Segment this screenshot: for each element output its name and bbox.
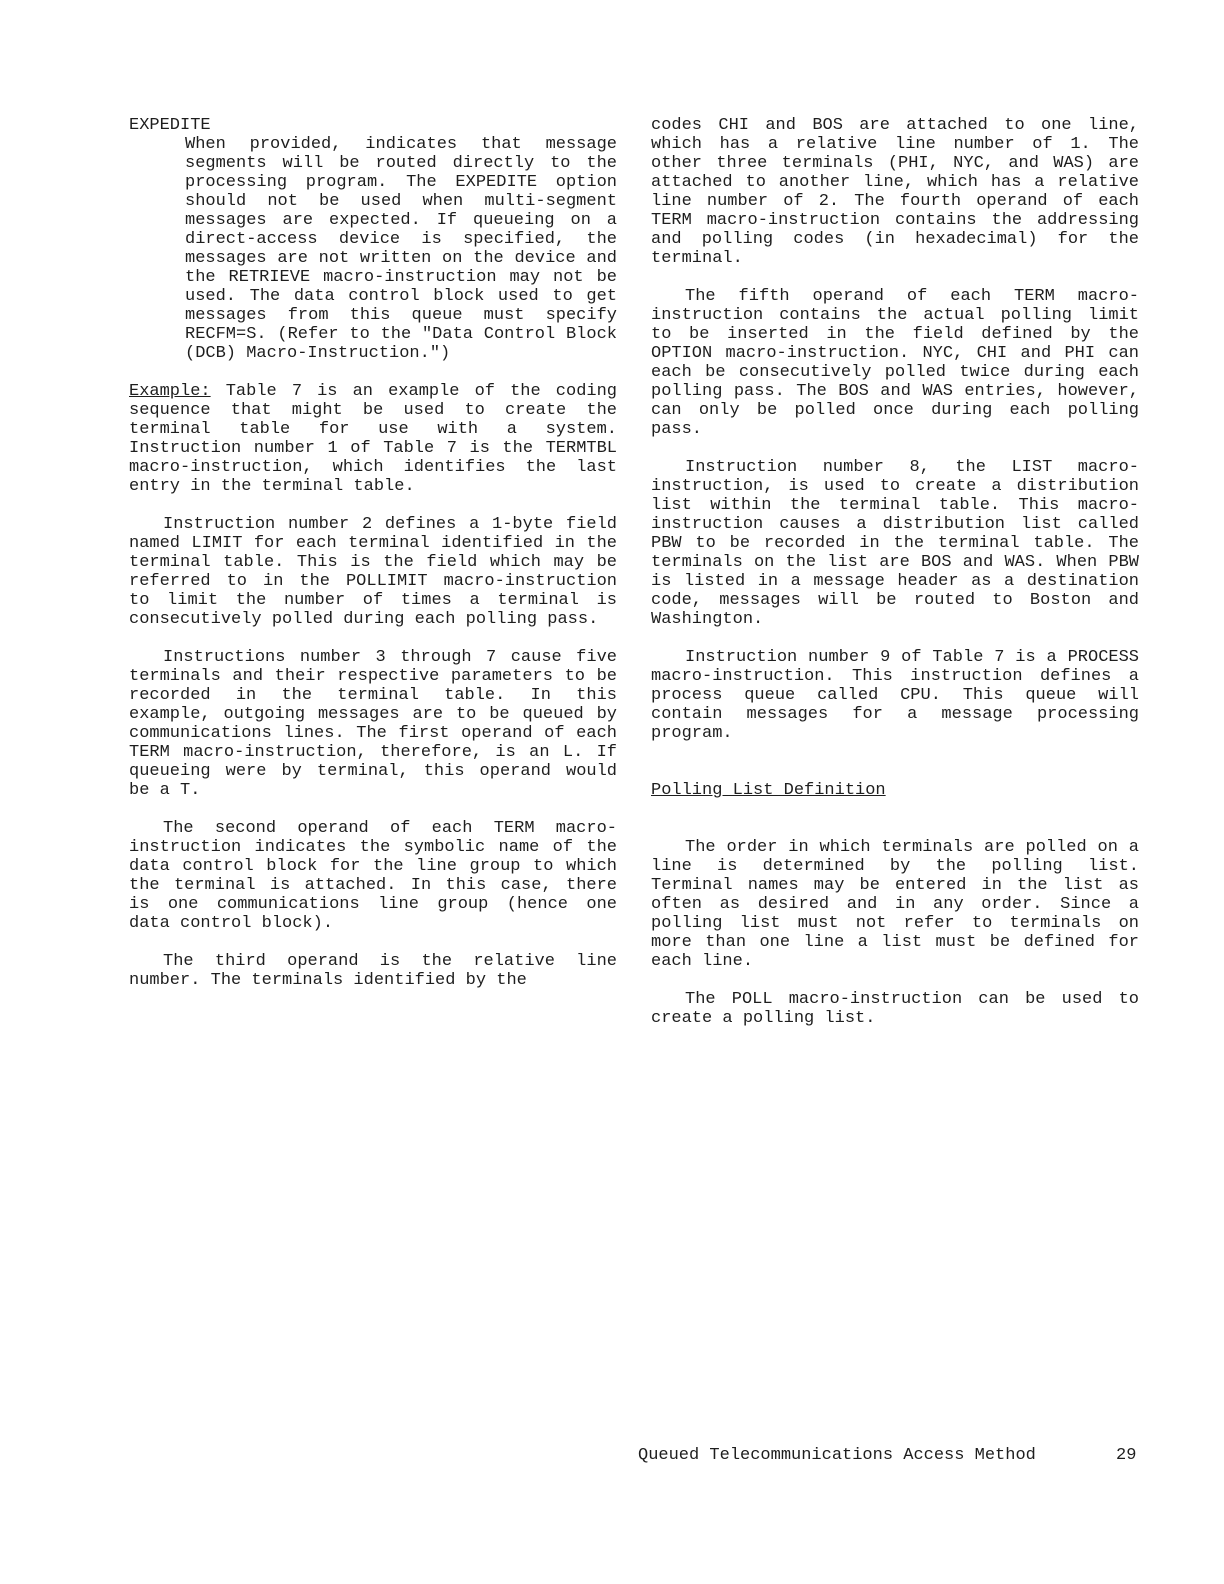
paragraph-instruction-8: Instruction number 8, the LIST macro-instruction, is used to create a distribution list within the terminal table. This macro-instruction causes a distribution list called PBW to be recorded in the terminal table. The terminals on the list are BOS and WAS. When PBW is listed in a message header as a destination code, messages will be routed to Boston and Washington. [651, 458, 1139, 629]
right-column [651, 116, 1139, 1047]
paragraph-poll-macro: The POLL macro-instruction can be used to create a polling list. [651, 990, 1139, 1028]
example-paragraph [129, 382, 617, 496]
section-heading [651, 781, 1139, 800]
paragraph-polling-order: The order in which terminals are polled on a line is determined by the polling list. Terminal names may be entered in the list as often as desired and in any order. Since a polling list must not refer to terminals on more than one line a list must be defined for each line. [651, 838, 1139, 971]
paragraph-codes: codes CHI and BOS are attached to one line, which has a relative line number of 1. The other three terminals (PHI, NYC, and WAS) are attached to another line, which has a relative line number of 2. The fourth operand of each TERM macro-instruction contains the addressing and polling codes (in hexadecimal) for the terminal. [651, 116, 1139, 268]
example-text: Table 7 is an example of the coding sequence that might be used to create the terminal table for use with a system. Instruction number 1 of Table 7 is the TERMTBL macro-instruction, which identifies the last entry in the terminal table. [129, 382, 617, 496]
paragraph-instruction-9: Instruction number 9 of Table 7 is a PROCESS macro-instruction. This instruction defines a process queue called CPU. This queue will contain messages for a message processing program. [651, 648, 1139, 743]
expedite-definition: When provided, indicates that message segments will be routed directly to the processing program. The EXPEDITE option should not be used when multi-segment messages are expected. If queueing on a direct-access device is specified, the messages are not written on the device and the RETRIEVE macro-instruction may not be used. The data control block used to get messages from this queue must specify RECFM=S. (Refer to the "Data Control Block (DCB) Macro-Instruction.") [185, 135, 617, 363]
page-footer [638, 1446, 1138, 1465]
left-column [129, 116, 617, 1009]
example-label: Example: [129, 382, 211, 401]
page-number: 29 [1116, 1446, 1137, 1465]
polling-list-heading: Polling List Definition [651, 781, 886, 800]
footer-title: Queued Telecommunications Access Method [638, 1446, 1036, 1465]
paragraph-second-operand: The second operand of each TERM macro-instruction indicates the symbolic name of the data control block for the line group to which the terminal is attached. In this case, there is one communications line group (hence one data control block). [129, 819, 617, 933]
paragraph-third-operand: The third operand is the relative line number. The terminals identified by the [129, 952, 617, 990]
paragraph-instruction-2: Instruction number 2 defines a 1-byte field named LIMIT for each terminal identified in the terminal table. This is the field which may be referred to in the POLLIMIT macro-instruction to limit the number of times a terminal is consecutively polled during each polling pass. [129, 515, 617, 629]
paragraph-fifth-operand: The fifth operand of each TERM macro-instruction contains the actual polling limit to be inserted in the field defined by the OPTION macro-instruction. NYC, CHI and PHI can each be consecutively polled twice during each polling pass. The BOS and WAS entries, however, can only be polled once during each polling pass. [651, 287, 1139, 439]
paragraph-instructions-3-to-7: Instructions number 3 through 7 cause five terminals and their respective parameters to be recorded in the terminal table. In this example, outgoing messages are to be queued by communications lines. The first operand of each TERM macro-instruction, therefore, is an L. If queueing were by terminal, this operand would be a T. [129, 648, 617, 800]
expedite-term: EXPEDITE [129, 116, 211, 135]
